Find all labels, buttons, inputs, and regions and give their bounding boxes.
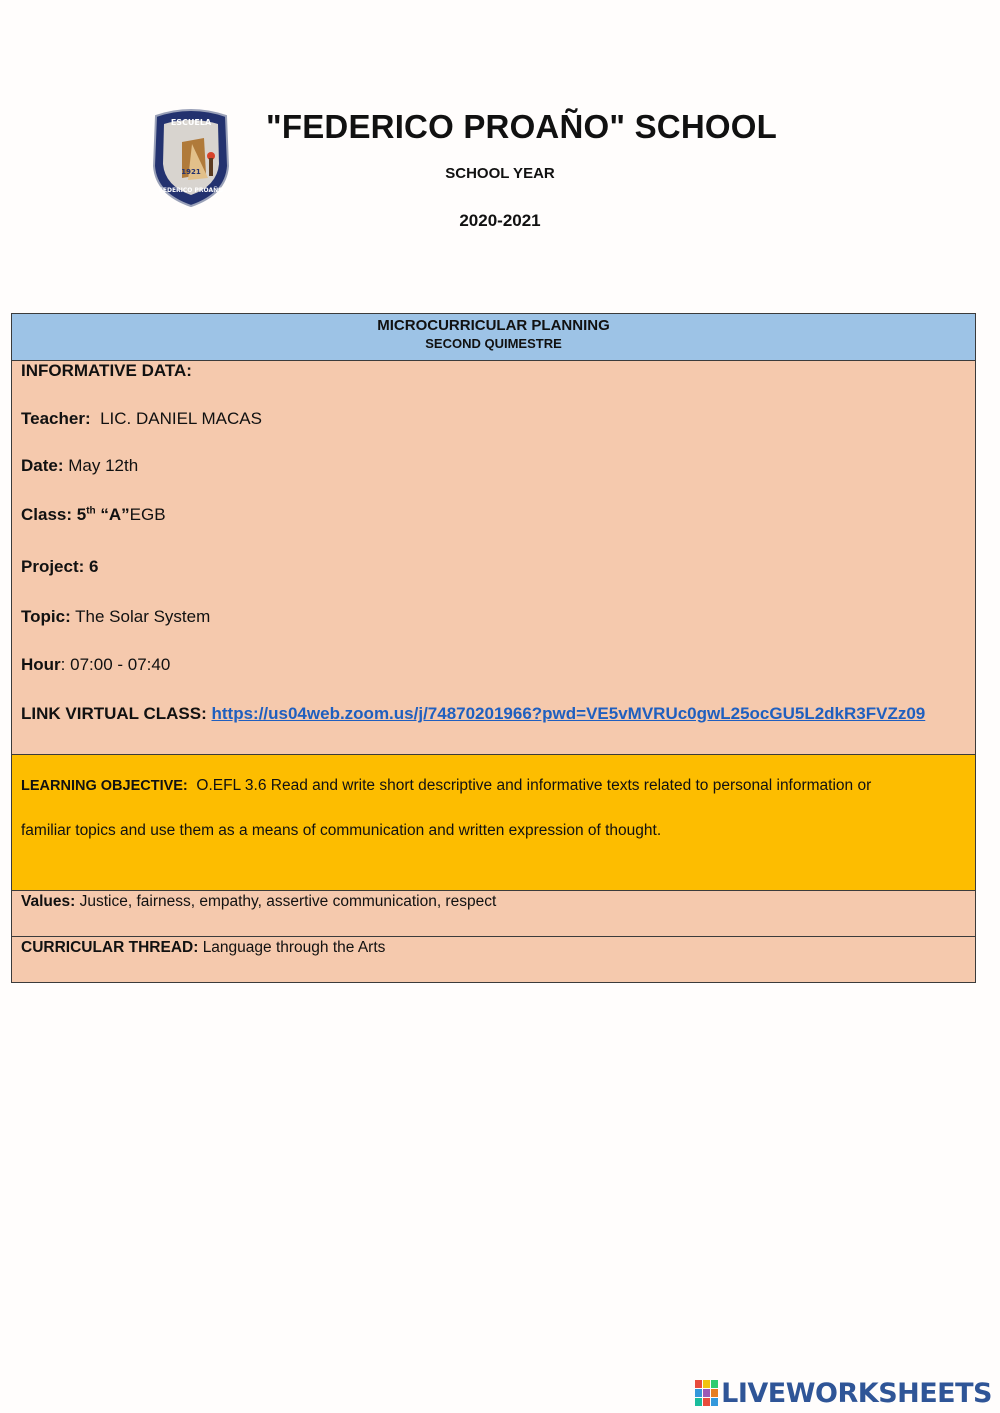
objective-text-2: familiar topics and use them as a means of communication and written expression of thought. bbox=[21, 822, 662, 839]
liveworksheets-watermark bbox=[695, 1376, 992, 1410]
project-label: Project: 6 bbox=[21, 557, 99, 576]
class-label: Class: 5 bbox=[21, 505, 87, 524]
topic-row bbox=[21, 607, 210, 627]
logo-bottom-text: FEDERICO PROAÑO bbox=[158, 187, 224, 194]
virtual-class-link[interactable]: https://us04web.zoom.us/j/74870201966?pwd=VE5vMVRUc0gwL25ocGU5L2dkR3FVZz09 bbox=[211, 704, 926, 723]
thread-row bbox=[21, 939, 385, 957]
class-superscript: th bbox=[86, 505, 96, 517]
hour-row bbox=[21, 655, 170, 675]
liveworksheets-logo-icon bbox=[695, 1380, 719, 1406]
school-logo bbox=[148, 108, 234, 208]
planning-title: MICROCURRICULAR PLANNING bbox=[377, 317, 610, 334]
date-label: Date: bbox=[21, 456, 64, 475]
logo-top-text: ESCUELA bbox=[170, 118, 212, 127]
topic-value: The Solar System bbox=[75, 607, 211, 626]
planning-header bbox=[12, 314, 975, 361]
topic-label: Topic: bbox=[21, 607, 71, 626]
values-label: Values: bbox=[21, 893, 76, 910]
watermark-text: LIVEWORKSHEETS bbox=[721, 1377, 992, 1409]
informative-heading bbox=[21, 361, 192, 381]
class-suffix: EGB bbox=[129, 505, 166, 524]
date-value: May 12th bbox=[68, 456, 139, 475]
thread-value: Language through the Arts bbox=[202, 939, 386, 956]
thread-label: CURRICULAR THREAD: bbox=[21, 939, 199, 956]
hour-label: Hour bbox=[21, 655, 61, 674]
link-row bbox=[21, 704, 925, 724]
date-row bbox=[21, 456, 138, 476]
objective-text-1: O.EFL 3.6 Read and write short descriptive and informative texts related to personal information or bbox=[196, 777, 872, 794]
curricular-thread-section bbox=[12, 937, 975, 982]
planning-subtitle: SECOND QUIMESTRE bbox=[425, 336, 562, 351]
informative-heading-text: INFORMATIVE DATA: bbox=[21, 361, 192, 380]
hour-value: : 07:00 - 07:40 bbox=[60, 655, 171, 674]
values-value: Justice, fairness, empathy, assertive communication, respect bbox=[79, 893, 497, 910]
logo-year-text: 1921 bbox=[181, 168, 201, 176]
objective-label: LEARNING OBJECTIVE: bbox=[21, 778, 188, 794]
teacher-value: LIC. DANIEL MACAS bbox=[100, 409, 262, 428]
school-year: 2020-2021 bbox=[459, 211, 541, 230]
objective-line-1 bbox=[21, 777, 871, 795]
learning-objective-section bbox=[12, 755, 975, 891]
link-label: LINK VIRTUAL CLASS: bbox=[21, 704, 207, 723]
values-row bbox=[21, 893, 496, 911]
informative-data-section bbox=[12, 361, 975, 755]
planning-table bbox=[11, 313, 976, 983]
values-section bbox=[12, 891, 975, 937]
teacher-row bbox=[21, 409, 262, 429]
teacher-label: Teacher: bbox=[21, 409, 91, 428]
school-name: "FEDERICO PROAÑO" SCHOOL bbox=[266, 108, 777, 145]
class-section: “A” bbox=[95, 505, 130, 524]
class-row bbox=[21, 505, 166, 525]
project-row bbox=[21, 557, 98, 577]
school-year-label: SCHOOL YEAR bbox=[445, 165, 555, 182]
